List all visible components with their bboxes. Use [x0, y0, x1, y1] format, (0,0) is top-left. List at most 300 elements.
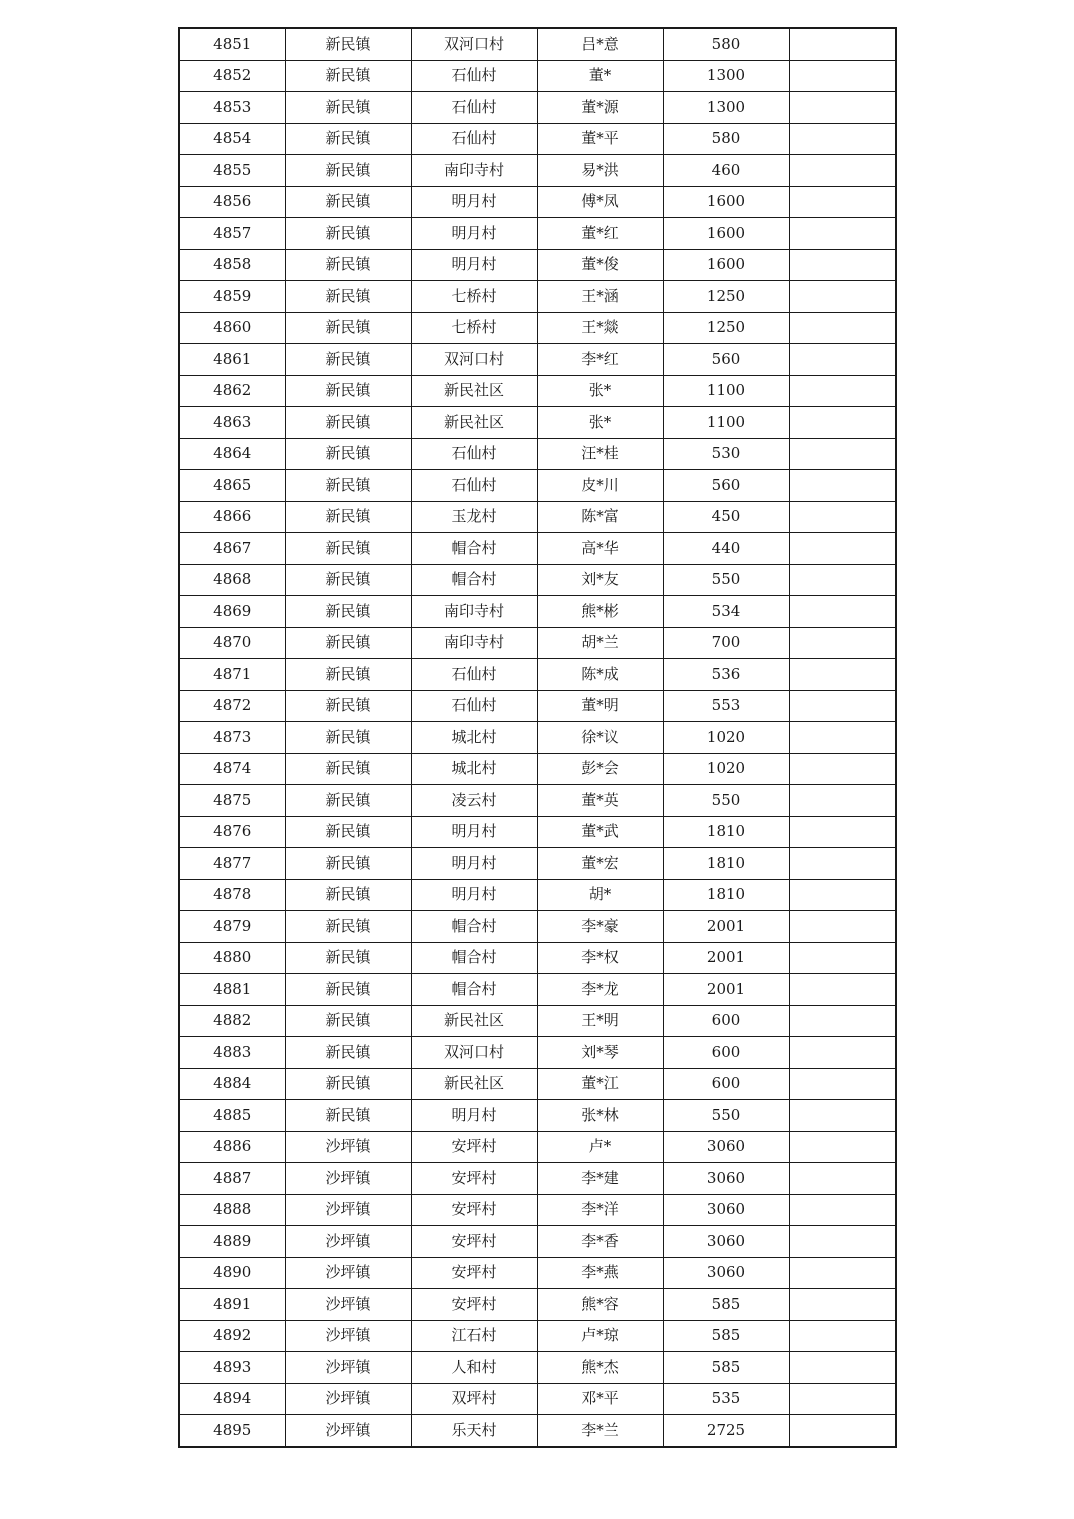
serial-number-cell: 4895: [179, 1415, 285, 1447]
village-cell: 帽合村: [411, 533, 537, 565]
serial-number-cell: 4888: [179, 1194, 285, 1226]
serial-number-cell: 4860: [179, 312, 285, 344]
table-row: [179, 848, 896, 880]
amount-cell: 550: [663, 564, 789, 596]
village-cell: 七桥村: [411, 281, 537, 313]
note-cell: [789, 1100, 896, 1132]
serial-number-cell: 4884: [179, 1068, 285, 1100]
village-cell: 石仙村: [411, 92, 537, 124]
note-cell: [789, 879, 896, 911]
serial-number-cell: 4871: [179, 659, 285, 691]
table-row: [179, 785, 896, 817]
table-row: [179, 1257, 896, 1289]
serial-number-cell: 4883: [179, 1037, 285, 1069]
town-cell: 新民镇: [285, 407, 411, 439]
table-row: [179, 816, 896, 848]
name-cell: 卢*琼: [537, 1320, 663, 1352]
note-cell: [789, 816, 896, 848]
village-cell: 新民社区: [411, 407, 537, 439]
amount-cell: 585: [663, 1352, 789, 1384]
note-cell: [789, 344, 896, 376]
note-cell: [789, 60, 896, 92]
name-cell: 李*洋: [537, 1194, 663, 1226]
village-cell: 帽合村: [411, 974, 537, 1006]
name-cell: 傅*凤: [537, 186, 663, 218]
name-cell: 吕*意: [537, 28, 663, 60]
name-cell: 李*燕: [537, 1257, 663, 1289]
serial-number-cell: 4851: [179, 28, 285, 60]
name-cell: 李*权: [537, 942, 663, 974]
table-row: [179, 1131, 896, 1163]
village-cell: 安坪村: [411, 1289, 537, 1321]
town-cell: 新民镇: [285, 596, 411, 628]
table-row: [179, 1289, 896, 1321]
town-cell: 新民镇: [285, 281, 411, 313]
note-cell: [789, 92, 896, 124]
serial-number-cell: 4887: [179, 1163, 285, 1195]
table-row: [179, 1226, 896, 1258]
table-row: [179, 155, 896, 187]
table-row: [179, 1383, 896, 1415]
serial-number-cell: 4863: [179, 407, 285, 439]
amount-cell: 3060: [663, 1131, 789, 1163]
note-cell: [789, 1415, 896, 1447]
village-cell: 安坪村: [411, 1194, 537, 1226]
village-cell: 凌云村: [411, 785, 537, 817]
town-cell: 新民镇: [285, 659, 411, 691]
village-cell: 南印寺村: [411, 596, 537, 628]
town-cell: 新民镇: [285, 501, 411, 533]
table-row: [179, 438, 896, 470]
serial-number-cell: 4857: [179, 218, 285, 250]
name-cell: 邓*平: [537, 1383, 663, 1415]
serial-number-cell: 4869: [179, 596, 285, 628]
name-cell: 高*华: [537, 533, 663, 565]
amount-cell: 450: [663, 501, 789, 533]
amount-cell: 1020: [663, 722, 789, 754]
town-cell: 新民镇: [285, 848, 411, 880]
table-row: [179, 407, 896, 439]
village-cell: 明月村: [411, 186, 537, 218]
name-cell: 张*林: [537, 1100, 663, 1132]
town-cell: 新民镇: [285, 92, 411, 124]
note-cell: [789, 753, 896, 785]
table-row: [179, 911, 896, 943]
town-cell: 新民镇: [285, 1068, 411, 1100]
amount-cell: 1810: [663, 879, 789, 911]
serial-number-cell: 4854: [179, 123, 285, 155]
village-cell: 双河口村: [411, 344, 537, 376]
amount-cell: 560: [663, 470, 789, 502]
amount-cell: 585: [663, 1320, 789, 1352]
note-cell: [789, 1194, 896, 1226]
village-cell: 新民社区: [411, 375, 537, 407]
note-cell: [789, 438, 896, 470]
serial-number-cell: 4864: [179, 438, 285, 470]
amount-cell: 534: [663, 596, 789, 628]
town-cell: 新民镇: [285, 627, 411, 659]
table-row: [179, 249, 896, 281]
town-cell: 新民镇: [285, 344, 411, 376]
note-cell: [789, 627, 896, 659]
amount-cell: 553: [663, 690, 789, 722]
name-cell: 张*: [537, 375, 663, 407]
town-cell: 新民镇: [285, 753, 411, 785]
note-cell: [789, 690, 896, 722]
name-cell: 熊*杰: [537, 1352, 663, 1384]
village-cell: 帽合村: [411, 911, 537, 943]
town-cell: 新民镇: [285, 1037, 411, 1069]
name-cell: 彭*会: [537, 753, 663, 785]
town-cell: 新民镇: [285, 564, 411, 596]
amount-cell: 3060: [663, 1257, 789, 1289]
amount-cell: 700: [663, 627, 789, 659]
amount-cell: 530: [663, 438, 789, 470]
name-cell: 刘*友: [537, 564, 663, 596]
amount-cell: 2001: [663, 974, 789, 1006]
town-cell: 新民镇: [285, 879, 411, 911]
note-cell: [789, 281, 896, 313]
name-cell: 董*武: [537, 816, 663, 848]
serial-number-cell: 4873: [179, 722, 285, 754]
note-cell: [789, 911, 896, 943]
town-cell: 新民镇: [285, 816, 411, 848]
amount-cell: 460: [663, 155, 789, 187]
name-cell: 卢*: [537, 1131, 663, 1163]
town-cell: 沙坪镇: [285, 1352, 411, 1384]
note-cell: [789, 1163, 896, 1195]
table-row: [179, 1320, 896, 1352]
serial-number-cell: 4885: [179, 1100, 285, 1132]
name-cell: 皮*川: [537, 470, 663, 502]
table-row: [179, 942, 896, 974]
town-cell: 沙坪镇: [285, 1226, 411, 1258]
note-cell: [789, 722, 896, 754]
table-row: [179, 690, 896, 722]
name-cell: 董*明: [537, 690, 663, 722]
village-cell: 乐天村: [411, 1415, 537, 1447]
town-cell: 新民镇: [285, 974, 411, 1006]
town-cell: 沙坪镇: [285, 1131, 411, 1163]
village-cell: 城北村: [411, 722, 537, 754]
town-cell: 新民镇: [285, 123, 411, 155]
records-table-body: [179, 28, 896, 1447]
name-cell: 陈*成: [537, 659, 663, 691]
amount-cell: 600: [663, 1068, 789, 1100]
amount-cell: 1250: [663, 312, 789, 344]
name-cell: 胡*: [537, 879, 663, 911]
table-row: [179, 344, 896, 376]
village-cell: 城北村: [411, 753, 537, 785]
town-cell: 新民镇: [285, 911, 411, 943]
serial-number-cell: 4882: [179, 1005, 285, 1037]
serial-number-cell: 4878: [179, 879, 285, 911]
amount-cell: 580: [663, 28, 789, 60]
name-cell: 熊*彬: [537, 596, 663, 628]
table-row: [179, 1352, 896, 1384]
serial-number-cell: 4875: [179, 785, 285, 817]
village-cell: 江石村: [411, 1320, 537, 1352]
serial-number-cell: 4881: [179, 974, 285, 1006]
amount-cell: 1600: [663, 218, 789, 250]
note-cell: [789, 659, 896, 691]
town-cell: 沙坪镇: [285, 1289, 411, 1321]
amount-cell: 1250: [663, 281, 789, 313]
amount-cell: 560: [663, 344, 789, 376]
amount-cell: 1100: [663, 407, 789, 439]
amount-cell: 2001: [663, 942, 789, 974]
name-cell: 熊*容: [537, 1289, 663, 1321]
amount-cell: 535: [663, 1383, 789, 1415]
serial-number-cell: 4866: [179, 501, 285, 533]
serial-number-cell: 4870: [179, 627, 285, 659]
note-cell: [789, 1068, 896, 1100]
village-cell: 七桥村: [411, 312, 537, 344]
table-row: [179, 533, 896, 565]
note-cell: [789, 1352, 896, 1384]
amount-cell: 585: [663, 1289, 789, 1321]
amount-cell: 1810: [663, 816, 789, 848]
town-cell: 新民镇: [285, 249, 411, 281]
amount-cell: 2001: [663, 911, 789, 943]
note-cell: [789, 1289, 896, 1321]
records-table: [178, 27, 897, 1448]
table-row: [179, 627, 896, 659]
note-cell: [789, 1257, 896, 1289]
table-row: [179, 312, 896, 344]
name-cell: 董*: [537, 60, 663, 92]
name-cell: 李*建: [537, 1163, 663, 1195]
amount-cell: 1810: [663, 848, 789, 880]
note-cell: [789, 596, 896, 628]
serial-number-cell: 4859: [179, 281, 285, 313]
table-row: [179, 564, 896, 596]
village-cell: 安坪村: [411, 1131, 537, 1163]
village-cell: 帽合村: [411, 942, 537, 974]
note-cell: [789, 785, 896, 817]
serial-number-cell: 4890: [179, 1257, 285, 1289]
table-row: [179, 92, 896, 124]
village-cell: 南印寺村: [411, 627, 537, 659]
town-cell: 新民镇: [285, 690, 411, 722]
name-cell: 李*龙: [537, 974, 663, 1006]
name-cell: 李*香: [537, 1226, 663, 1258]
amount-cell: 600: [663, 1037, 789, 1069]
serial-number-cell: 4853: [179, 92, 285, 124]
serial-number-cell: 4868: [179, 564, 285, 596]
name-cell: 王*明: [537, 1005, 663, 1037]
amount-cell: 1300: [663, 92, 789, 124]
town-cell: 新民镇: [285, 1005, 411, 1037]
village-cell: 人和村: [411, 1352, 537, 1384]
name-cell: 汪*桂: [537, 438, 663, 470]
name-cell: 李*红: [537, 344, 663, 376]
serial-number-cell: 4856: [179, 186, 285, 218]
amount-cell: 550: [663, 785, 789, 817]
town-cell: 新民镇: [285, 942, 411, 974]
serial-number-cell: 4852: [179, 60, 285, 92]
table-row: [179, 1037, 896, 1069]
village-cell: 石仙村: [411, 60, 537, 92]
amount-cell: 536: [663, 659, 789, 691]
name-cell: 董*俊: [537, 249, 663, 281]
village-cell: 石仙村: [411, 438, 537, 470]
note-cell: [789, 848, 896, 880]
name-cell: 徐*议: [537, 722, 663, 754]
serial-number-cell: 4893: [179, 1352, 285, 1384]
table-row: [179, 753, 896, 785]
table-row: [179, 186, 896, 218]
village-cell: 明月村: [411, 816, 537, 848]
name-cell: 李*豪: [537, 911, 663, 943]
village-cell: 石仙村: [411, 690, 537, 722]
name-cell: 董*宏: [537, 848, 663, 880]
table-row: [179, 28, 896, 60]
serial-number-cell: 4862: [179, 375, 285, 407]
village-cell: 明月村: [411, 879, 537, 911]
name-cell: 陈*富: [537, 501, 663, 533]
village-cell: 石仙村: [411, 659, 537, 691]
table-row: [179, 470, 896, 502]
serial-number-cell: 4894: [179, 1383, 285, 1415]
town-cell: 新民镇: [285, 375, 411, 407]
town-cell: 沙坪镇: [285, 1320, 411, 1352]
table-row: [179, 218, 896, 250]
village-cell: 双河口村: [411, 28, 537, 60]
name-cell: 易*洪: [537, 155, 663, 187]
note-cell: [789, 1037, 896, 1069]
village-cell: 帽合村: [411, 564, 537, 596]
village-cell: 明月村: [411, 1100, 537, 1132]
table-row: [179, 722, 896, 754]
amount-cell: 3060: [663, 1194, 789, 1226]
town-cell: 新民镇: [285, 533, 411, 565]
village-cell: 明月村: [411, 848, 537, 880]
town-cell: 新民镇: [285, 155, 411, 187]
serial-number-cell: 4876: [179, 816, 285, 848]
serial-number-cell: 4891: [179, 1289, 285, 1321]
table-row: [179, 1005, 896, 1037]
town-cell: 新民镇: [285, 60, 411, 92]
name-cell: 董*平: [537, 123, 663, 155]
name-cell: 胡*兰: [537, 627, 663, 659]
table-row: [179, 123, 896, 155]
village-cell: 安坪村: [411, 1257, 537, 1289]
table-row: [179, 1194, 896, 1226]
serial-number-cell: 4872: [179, 690, 285, 722]
amount-cell: 1600: [663, 186, 789, 218]
town-cell: 沙坪镇: [285, 1163, 411, 1195]
note-cell: [789, 155, 896, 187]
name-cell: 李*兰: [537, 1415, 663, 1447]
table-row: [179, 1068, 896, 1100]
town-cell: 新民镇: [285, 312, 411, 344]
name-cell: 董*江: [537, 1068, 663, 1100]
note-cell: [789, 974, 896, 1006]
serial-number-cell: 4858: [179, 249, 285, 281]
table-row: [179, 1415, 896, 1447]
amount-cell: 550: [663, 1100, 789, 1132]
village-cell: 双河口村: [411, 1037, 537, 1069]
note-cell: [789, 1005, 896, 1037]
note-cell: [789, 375, 896, 407]
amount-cell: 600: [663, 1005, 789, 1037]
serial-number-cell: 4865: [179, 470, 285, 502]
serial-number-cell: 4879: [179, 911, 285, 943]
table-row: [179, 659, 896, 691]
town-cell: 新民镇: [285, 186, 411, 218]
town-cell: 沙坪镇: [285, 1257, 411, 1289]
name-cell: 董*源: [537, 92, 663, 124]
note-cell: [789, 1383, 896, 1415]
serial-number-cell: 4877: [179, 848, 285, 880]
note-cell: [789, 533, 896, 565]
amount-cell: 580: [663, 123, 789, 155]
note-cell: [789, 501, 896, 533]
note-cell: [789, 942, 896, 974]
town-cell: 沙坪镇: [285, 1383, 411, 1415]
note-cell: [789, 249, 896, 281]
town-cell: 新民镇: [285, 1100, 411, 1132]
table-row: [179, 1100, 896, 1132]
amount-cell: 440: [663, 533, 789, 565]
table-row: [179, 596, 896, 628]
table-row: [179, 501, 896, 533]
note-cell: [789, 123, 896, 155]
serial-number-cell: 4855: [179, 155, 285, 187]
village-cell: 南印寺村: [411, 155, 537, 187]
note-cell: [789, 28, 896, 60]
table-row: [179, 60, 896, 92]
note-cell: [789, 1226, 896, 1258]
note-cell: [789, 564, 896, 596]
amount-cell: 1300: [663, 60, 789, 92]
village-cell: 新民社区: [411, 1005, 537, 1037]
town-cell: 新民镇: [285, 470, 411, 502]
name-cell: 王*燚: [537, 312, 663, 344]
serial-number-cell: 4889: [179, 1226, 285, 1258]
village-cell: 安坪村: [411, 1226, 537, 1258]
note-cell: [789, 1320, 896, 1352]
amount-cell: 2725: [663, 1415, 789, 1447]
name-cell: 刘*琴: [537, 1037, 663, 1069]
town-cell: 沙坪镇: [285, 1194, 411, 1226]
village-cell: 玉龙村: [411, 501, 537, 533]
village-cell: 新民社区: [411, 1068, 537, 1100]
amount-cell: 3060: [663, 1163, 789, 1195]
amount-cell: 3060: [663, 1226, 789, 1258]
serial-number-cell: 4886: [179, 1131, 285, 1163]
note-cell: [789, 470, 896, 502]
note-cell: [789, 312, 896, 344]
table-row: [179, 375, 896, 407]
name-cell: 王*涵: [537, 281, 663, 313]
note-cell: [789, 407, 896, 439]
table-row: [179, 974, 896, 1006]
serial-number-cell: 4874: [179, 753, 285, 785]
name-cell: 张*: [537, 407, 663, 439]
town-cell: 沙坪镇: [285, 1415, 411, 1447]
village-cell: 安坪村: [411, 1163, 537, 1195]
serial-number-cell: 4892: [179, 1320, 285, 1352]
amount-cell: 1600: [663, 249, 789, 281]
table-row: [179, 1163, 896, 1195]
town-cell: 新民镇: [285, 218, 411, 250]
serial-number-cell: 4861: [179, 344, 285, 376]
serial-number-cell: 4867: [179, 533, 285, 565]
amount-cell: 1020: [663, 753, 789, 785]
table-row: [179, 281, 896, 313]
